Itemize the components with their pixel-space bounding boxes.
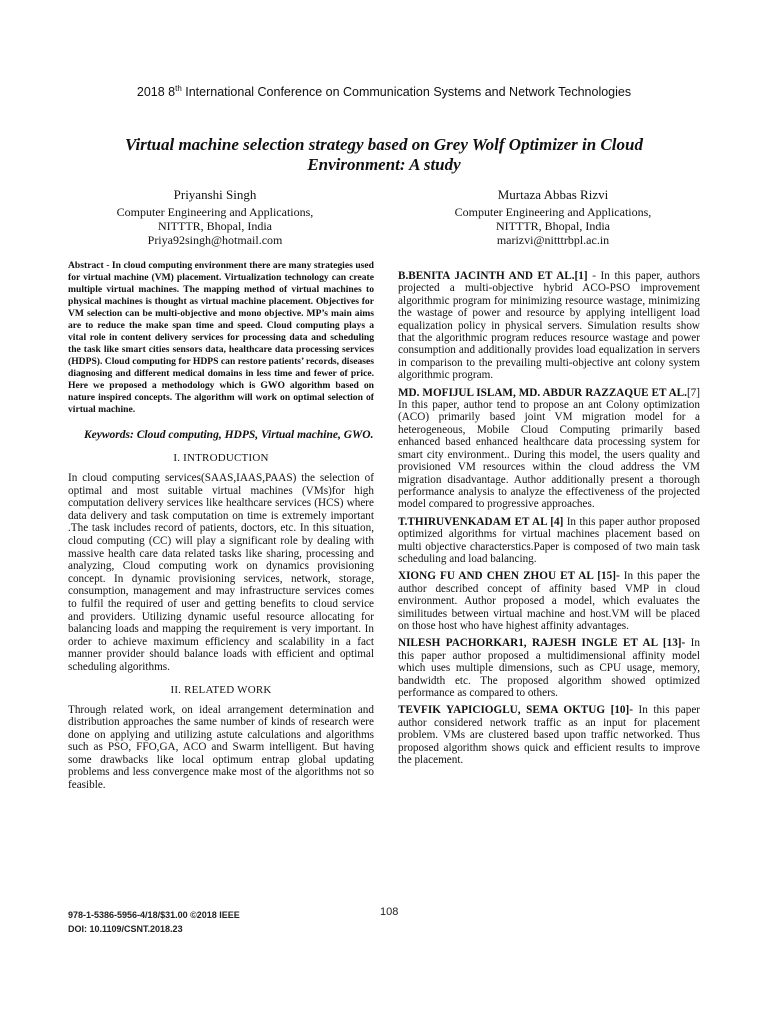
related-work-authors: B.BENITA JACINTH AND ET AL.[1] xyxy=(398,270,588,282)
author-name: Priyanshi Singh xyxy=(173,187,257,202)
conference-year: 2018 8 xyxy=(136,85,176,100)
author-email: Priya92singh@hotmail.com xyxy=(147,233,283,247)
related-work-item xyxy=(398,387,700,511)
author-institute: NITTTR, Bhopal, India xyxy=(496,219,610,233)
related-work-summary: In this paper author proposed a multidimensional affinity model which uses multiple dimensions, such as CPU usage, memory, bandwidth etc. The proposed algorithm showed optimized performance as compared to others. xyxy=(398,637,701,699)
related-work-summary: - In this paper, authors projected a multi-objective hybrid ACO-PSO improvement algorithmic program for minimizing resource wastage, minimizing the wastage of power and resource by applying intelligent load equalization policy in physical servers. Simulation results show that the algorithmic program reduces resource wastage and power consumption and additionally provides load equalization in servers in comparison to the prevailing multi-objective ant colony system algorithmic program. xyxy=(398,270,700,382)
author-name: Murtaza Abbas Rizvi xyxy=(497,187,609,202)
conference-ordinal-suffix: th xyxy=(175,84,182,93)
introduction-text: In cloud computing services(SAAS,IAAS,PAAS) the selection of optimal and most suitable virtual machines (VMs)for high computation delivery services like healthcare services (HCS) where data delivery and task computation on time is extremely important .The task includes record of patients, doctors, etc. In this situation, cloud computing (CC) will play a significant role by dealing with massive health care data related tasks like sharing, processing and analyzing, Cloud computing work on dynamics provisioning concept. In dynamic provisioning services, network, storage, consumption, management and may infrastructure services comes to fulfil the required of user and getting benefits to cloud service and providers. Utilizing dynamic useful resource allocating for balancing loads and mapping the requirement is very important. In order to achieve maximum efficiency and scalability in a fact manner provider should balance loads with efficient and optimal scheduling algorithms. xyxy=(68,472,374,673)
abstract: Abstract - In cloud computing environment there are many strategies used for virtual machine (VM) placement. Virtualization technology can create multiple virtual machines. The mapping method of virtual machines to physical machines is thought as virtual machine placement. Objectives for VM selection can be multi-objective and mono objective. MP’s main aims are to reduce the make span time and speed. Cloud computing plays a vital role in content delivery services for processing data and scheduling the task like smart cities sensors data, healthcare data processing services (HDPS). Cloud computing for HDPS can restore patients’ records, diseases diagnosing and different medical domains in less time and fewer of price. Here we proposed a methodology which is GWO algorithm based on nature inspired concepts. The algorithm will work on optimal selection of virtual machine. xyxy=(68,260,374,415)
author-email: marizvi@nitttrbpl.ac.in xyxy=(496,233,610,247)
related-work-authors: TEVFIK YAPICIOGLU, SEMA OKTUG [10]- xyxy=(398,704,633,717)
related-work-heading: II. RELATED WORK xyxy=(170,683,272,696)
related-work-summary: [7] In this paper, author tend to propose an ant Colony optimization (ACO) primarily based joint VM migration model for a heterogeneous, Mobile Cloud Computing primarily based enhanced based enhanced healthcare data processing system for smart city environment.. During this model, the users quality and provisioned VM resources within the cloud address the VM migration disadvantage. Author additionally present a thorough performance analysis to analyze the effectiveness of the projected model compared to progressive approaches. xyxy=(398,386,700,511)
related-work-text: Through related work, on ideal arrangement determination and distribution approaches the same number of kinds of research were done on applying and utilizing astute calculations and algorithms such as PSO, FFO,GA, ACO and Swarm intelligent. But having some drawbacks like local optimum entrap global updating problems and less convergence make most of the algorithms not so feasible. xyxy=(68,703,374,792)
author-block-2 xyxy=(403,188,703,247)
related-work-summary: In this paper the author described concept of affinity based VMP in cloud environment. Author proposed a model, which evaluates the similitudes between virtual machine and host.VM will be placed on those host who have highest affinity advantages. xyxy=(398,570,701,632)
keywords: Keywords: Cloud computing, HDPS, Virtual machine, GWO. xyxy=(84,429,374,441)
related-work-item xyxy=(398,637,700,699)
related-work-authors: MD. MOFIJUL ISLAM, MD. ABDUR RAZZAQUE ET AL. xyxy=(398,386,687,399)
author-block-1 xyxy=(65,188,365,247)
right-column xyxy=(398,270,700,771)
left-column xyxy=(68,260,374,792)
conference-header xyxy=(0,84,768,99)
isbn-line: 978-1-5386-5956-4/18/$31.00 ©2018 IEEE xyxy=(68,910,240,920)
doi-line xyxy=(68,922,240,936)
author-affiliation: Computer Engineering and Applications, xyxy=(116,205,314,219)
conference-name: International Conference on Communication Systems and Network Technologies xyxy=(181,85,632,100)
related-work-summary: In this paper author proposed optimized algorithms for virtual machines placement based on multi objective characterstics.Paper is composed of two main task scheduling and load balancing. xyxy=(398,515,701,565)
related-work-summary: In this paper author considered network traffic as an input for placement problem. VMs are clustered based upon traffic networked. Thus proposed algorithm shows quick and efficient results to improve the placement. xyxy=(398,704,701,767)
introduction-heading: I. INTRODUCTION xyxy=(173,452,269,464)
related-work-item xyxy=(398,270,700,382)
author-affiliation: Computer Engineering and Applications, xyxy=(454,205,652,219)
page-number: 108 xyxy=(380,906,399,918)
doi-label: DOI: xyxy=(68,924,90,934)
related-work-authors: T.THIRUVENKADAM ET AL [4] xyxy=(398,515,564,528)
related-work-authors: XIONG FU AND CHEN ZHOU ET AL [15]- xyxy=(398,570,620,583)
related-work-item xyxy=(398,516,700,566)
doi-link[interactable]: 10.1109/CSNT.2018.23 xyxy=(89,924,183,934)
related-work-authors: NILESH PACHORKAR1, RAJESH INGLE ET AL [13]- xyxy=(398,637,686,650)
paper-title: Virtual machine selection strategy based on Grey Wolf Optimizer in Cloud Environment: A study xyxy=(125,135,643,174)
related-work-item xyxy=(398,704,700,766)
author-institute: NITTTR, Bhopal, India xyxy=(158,219,272,233)
related-work-item xyxy=(398,570,700,632)
footer xyxy=(68,908,240,936)
